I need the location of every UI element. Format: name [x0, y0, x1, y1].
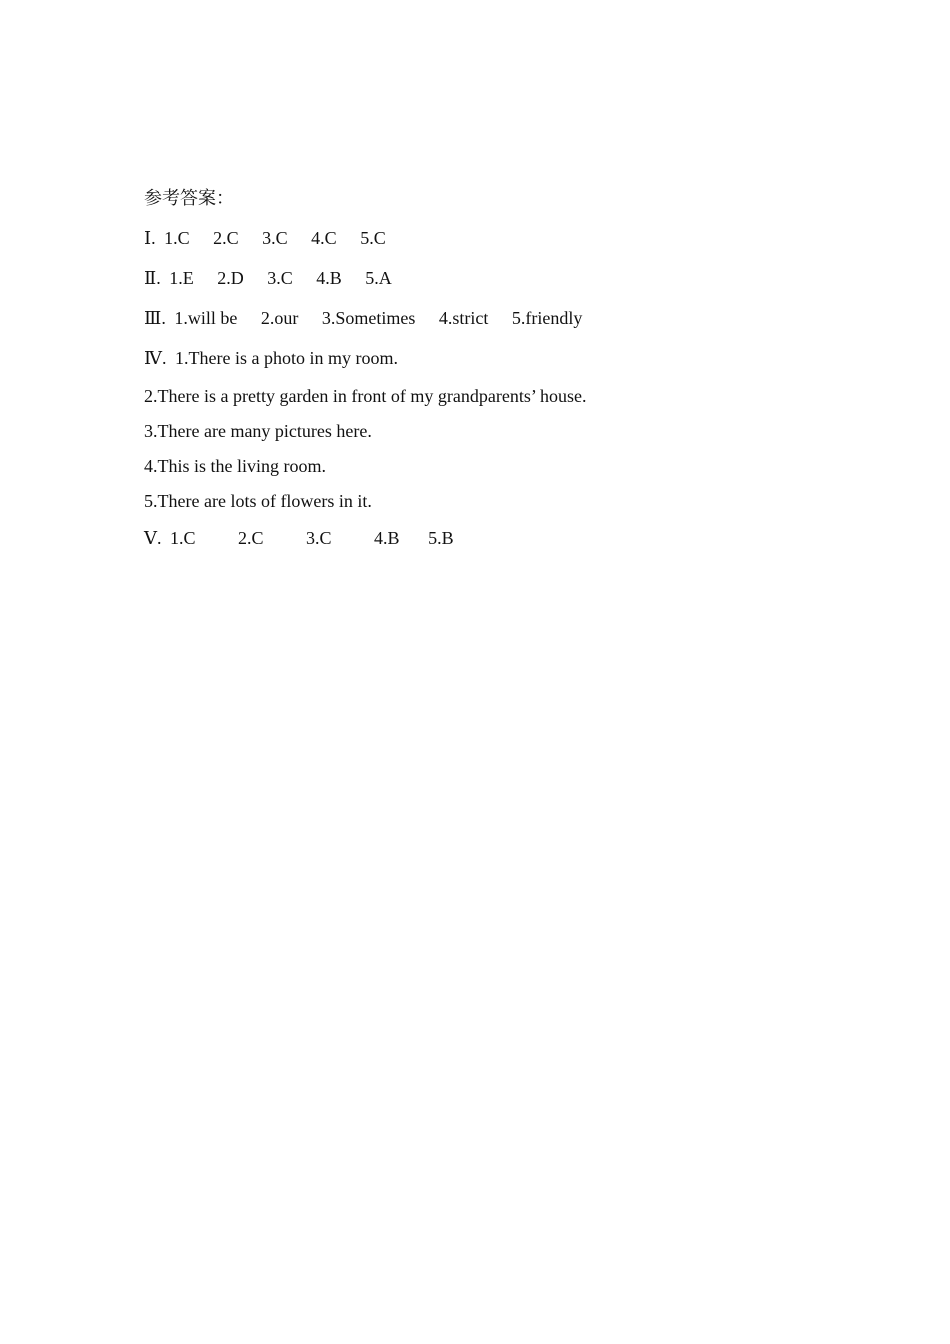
answer-item: 5.friendly: [511, 308, 583, 328]
answer-item: 2.C: [238, 528, 264, 548]
answer-item: 5.B: [428, 528, 454, 548]
answer-item: 2.D: [217, 268, 244, 288]
answer-item: 3.Sometimes: [321, 308, 416, 328]
answer-item: 4.strict: [438, 308, 489, 328]
section-2-answers: [144, 267, 411, 289]
answer-key-title: 参考答案：: [144, 188, 234, 208]
answer-item: 4.B: [316, 268, 342, 288]
section-4-answer-3: 3.There are many pictures here.: [144, 421, 372, 441]
section-5-numeral: Ⅴ.: [144, 528, 162, 548]
answer-item: 3.C: [267, 268, 293, 288]
answer-item: 1.C: [170, 528, 196, 548]
section-4-answer-2: 2.There is a pretty garden in front of my grandparents’ house.: [144, 386, 587, 406]
answer-item: 1.will be: [174, 308, 238, 328]
answer-item: 5.C: [360, 228, 386, 248]
section-4-answer-5: 5.There are lots of flowers in it.: [144, 491, 372, 511]
answer-item: 3.C: [262, 228, 288, 248]
answer-item: 2.our: [260, 308, 299, 328]
section-1-answers: [144, 227, 405, 249]
answer-item: 1.C: [164, 228, 190, 248]
section-3-answers: [144, 307, 601, 329]
answer-item: 4.C: [311, 228, 337, 248]
answer-item: 1.E: [169, 268, 194, 288]
section-4-answer-4: 4.This is the living room.: [144, 456, 326, 476]
answer-sentence: 1.There is a photo in my room.: [174, 348, 398, 368]
section-1-numeral: Ⅰ.: [144, 228, 156, 248]
section-4-numeral: Ⅳ.: [144, 348, 167, 368]
answer-item: 3.C: [306, 528, 332, 548]
answer-item: 5.A: [365, 268, 392, 288]
section-2-numeral: Ⅱ.: [144, 268, 161, 288]
answer-item: 2.C: [213, 228, 239, 248]
section-3-numeral: Ⅲ.: [144, 308, 166, 328]
answer-item: 4.B: [374, 528, 400, 548]
section-4-answer-1: [144, 347, 398, 369]
section-5-answers: [144, 527, 454, 549]
